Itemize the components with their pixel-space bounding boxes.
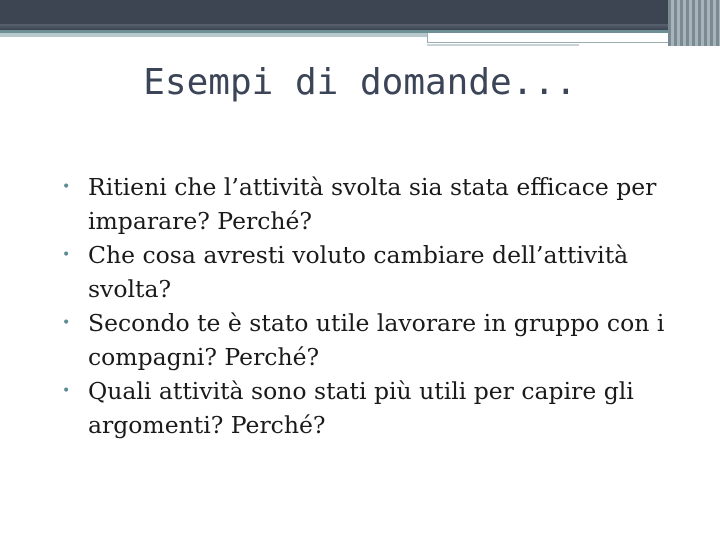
bullet-dot-icon: • bbox=[62, 383, 71, 399]
bullet-text: Quali attività sono stati più utili per capire gli argomenti? Perché? bbox=[88, 377, 634, 439]
bullet-list bbox=[62, 170, 702, 442]
bullet-dot-icon: • bbox=[62, 315, 71, 331]
corner-decoration bbox=[668, 0, 720, 46]
bullet-dot-icon: • bbox=[62, 247, 71, 263]
bullet-text: Ritieni che l’attività svolta sia stata efficace per imparare? Perché? bbox=[88, 173, 657, 235]
bullet-item bbox=[62, 238, 702, 306]
slide-title: Esempi di domande... bbox=[143, 62, 577, 103]
bullet-dot-icon: • bbox=[62, 179, 71, 195]
decorative-tab bbox=[427, 33, 669, 43]
bullet-item bbox=[62, 306, 702, 374]
bullet-item bbox=[62, 170, 702, 238]
bullet-item bbox=[62, 374, 702, 442]
light-stripe bbox=[0, 33, 430, 37]
bullet-text: Che cosa avresti voluto cambiare dell’attività svolta? bbox=[88, 241, 629, 303]
bullet-text: Secondo te è stato utile lavorare in gruppo con i compagni? Perché? bbox=[88, 309, 665, 371]
decorative-line bbox=[427, 44, 579, 46]
